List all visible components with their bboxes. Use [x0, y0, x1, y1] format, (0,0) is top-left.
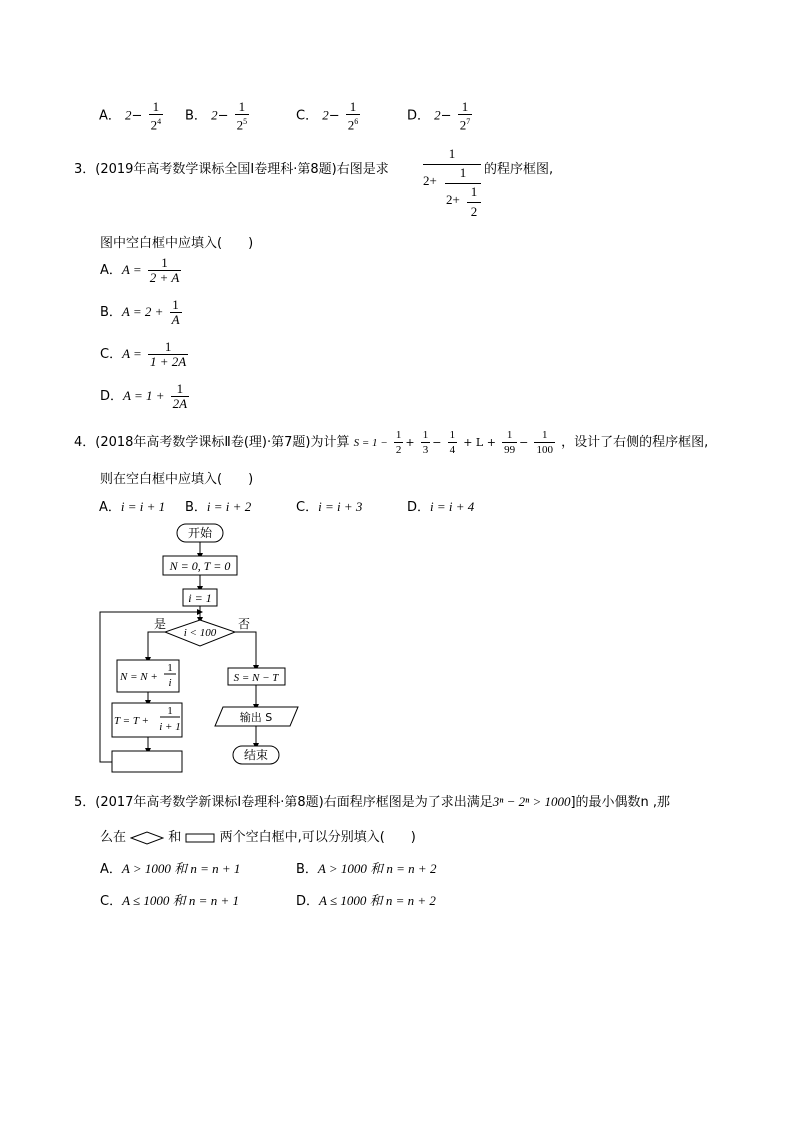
q5-option-a: A．A > 1000 和 n = n + 1: [100, 861, 241, 877]
q5-option-b: B．A > 1000 和 n = n + 2: [296, 861, 437, 877]
svg-text:i: i: [168, 677, 172, 689]
q3-prompt: 图中空白框中应填入( ): [100, 236, 254, 251]
q4-prompt: 则在空白框中应填入( ): [100, 472, 254, 487]
svg-text:1: 1: [167, 662, 173, 674]
q2-option-c: C． 2− $\frac{1}{2^6}$: [296, 99, 359, 133]
q2-option-b: B． 2− $\frac{1}{2^5}$: [185, 99, 248, 133]
rectangle-shape-icon: [185, 833, 215, 843]
diamond-shape-icon: [130, 831, 164, 845]
q5-option-d: D．A ≤ 1000 和 n = n + 2: [296, 893, 436, 909]
q4-option-a: A．i = i + 1: [99, 499, 166, 515]
flow-i-init-text: i = 1: [188, 591, 212, 605]
q5-line2: 么在 和 两个空白框中,可以分别填入( ): [100, 830, 416, 845]
q4-option-b: B．i = i + 2: [185, 499, 252, 515]
flow-init-text: N = 0, T = 0: [169, 559, 231, 573]
flow-cond-text: i < 100: [183, 627, 217, 639]
flow-yes-label: 是: [154, 617, 167, 631]
svg-text:i + 1: i + 1: [159, 721, 181, 733]
q4-stem: 4．(2018年高考数学课标Ⅱ卷(理)·第7题)为计算 S = 1 − $\frac{1}{2}$ + $\frac{1}{3}$ − $\frac{1}{4}$ + L + $\frac{1}{99}$ − $\frac{1}{100}$ ，设计了右侧的程序框图,: [74, 429, 709, 456]
flow-start-text: 开始: [187, 526, 213, 540]
q2-option-a: A． 2− $\frac{1}{2^4}$: [99, 99, 162, 133]
q5-stem: 5．(2017年高考数学新课标Ⅰ卷理科·第8题)右面程序框图是为了求出满足3ⁿ − 2ⁿ > 1000]的最小偶数n ,那: [74, 794, 671, 810]
q2-d-fraction: $\frac{1}{2^7}$: [459, 99, 471, 133]
flow-no-label: 否: [238, 617, 251, 631]
q3-option-a: A．A = $\frac{1}{2 + A}$: [100, 255, 180, 285]
q3-option-b: B．A = 2 + $\frac{1}{A}$: [100, 297, 180, 327]
flow-output-text: 输出 S: [239, 711, 273, 724]
q2-b-fraction: $\frac{1}{2^5}$: [236, 99, 248, 133]
q4-option-d: D．i = i + 4: [407, 499, 475, 515]
flow-s-calc-text: S = N − T: [233, 672, 279, 684]
q3-option-d: D．A = 1 + $\frac{1}{2A}$: [100, 381, 188, 411]
q5-option-c: C．A ≤ 1000 和 n = n + 1: [100, 893, 239, 909]
flow-blank-box: [112, 751, 182, 772]
svg-text:T = T +: T = T +: [114, 715, 149, 727]
q3-continued-fraction: 1 2+ 1 2+ 1 2: [423, 146, 481, 228]
flow-end-text: 结束: [243, 748, 269, 762]
q3-suffix: 的程序框图,: [484, 162, 554, 177]
q2-option-d: D． 2− $\frac{1}{2^7}$: [407, 99, 471, 133]
q2-c-fraction: $\frac{1}{2^6}$: [347, 99, 359, 133]
svg-text:N = N +: N = N +: [120, 671, 158, 683]
q3-stem: 3．(2019年高考数学课标全国Ⅰ卷理科·第8题)右图是求: [74, 162, 389, 177]
q4-option-c: C．i = i + 3: [296, 499, 363, 515]
q3-option-c: C．A = $\frac{1}{1 + 2A}$: [100, 339, 187, 369]
q2-a-fraction: $\frac{1}{2^4}$: [150, 99, 162, 133]
svg-text:1: 1: [167, 705, 173, 717]
q4-flowchart: [0, 515, 320, 780]
